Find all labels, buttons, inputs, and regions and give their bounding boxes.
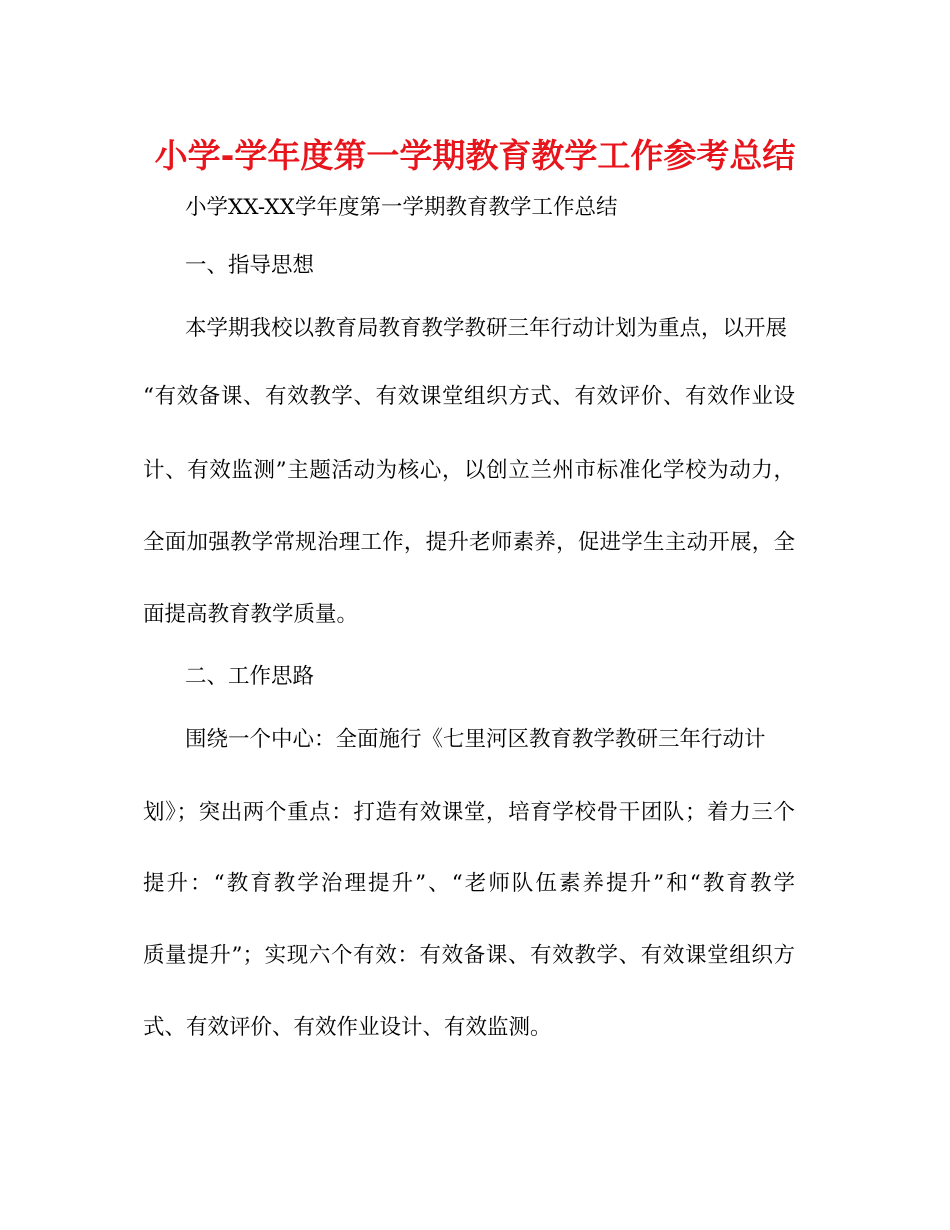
paragraph-line: 面提高教育教学质量。 [143, 602, 359, 627]
paragraph-line: 式、有效评价、有效作业设计、有效监测。 [143, 1015, 552, 1040]
paragraph-line: 计、有效监测”主题活动为核心，以创立兰州市标准化学校为动力， [143, 458, 795, 483]
paragraph-line: 划》；突出两个重点：打造有效课堂，培育学校骨干团队；着力三个 [143, 800, 795, 825]
paragraph-line: 围绕一个中心：全面施行《七里河区教育教学教研三年行动计 [185, 727, 766, 752]
section-heading-work-approach: 二、工作思路 [185, 664, 315, 689]
section-heading-guiding-ideology: 一、指导思想 [185, 253, 315, 278]
paragraph-line: “有效备课、有效教学、有效课堂组织方式、有效评价、有效作业设 [143, 384, 795, 409]
document-title: 小学-学年度第一学期教育教学工作参考总结 [154, 136, 796, 175]
paragraph-line: 提升：“教育教学治理提升”、“老师队伍素养提升”和“教育教学 [143, 871, 795, 896]
document-subtitle: 小学XX-XX学年度第一学期教育教学工作总结 [185, 195, 618, 220]
paragraph-line: 全面加强教学常规治理工作，提升老师素养，促进学生主动开展，全 [143, 530, 795, 555]
paragraph-line: 本学期我校以教育局教育教学教研三年行动计划为重点，以开展 [185, 316, 788, 341]
paragraph-line: 质量提升”；实现六个有效：有效备课、有效教学、有效课堂组织方 [143, 943, 795, 968]
